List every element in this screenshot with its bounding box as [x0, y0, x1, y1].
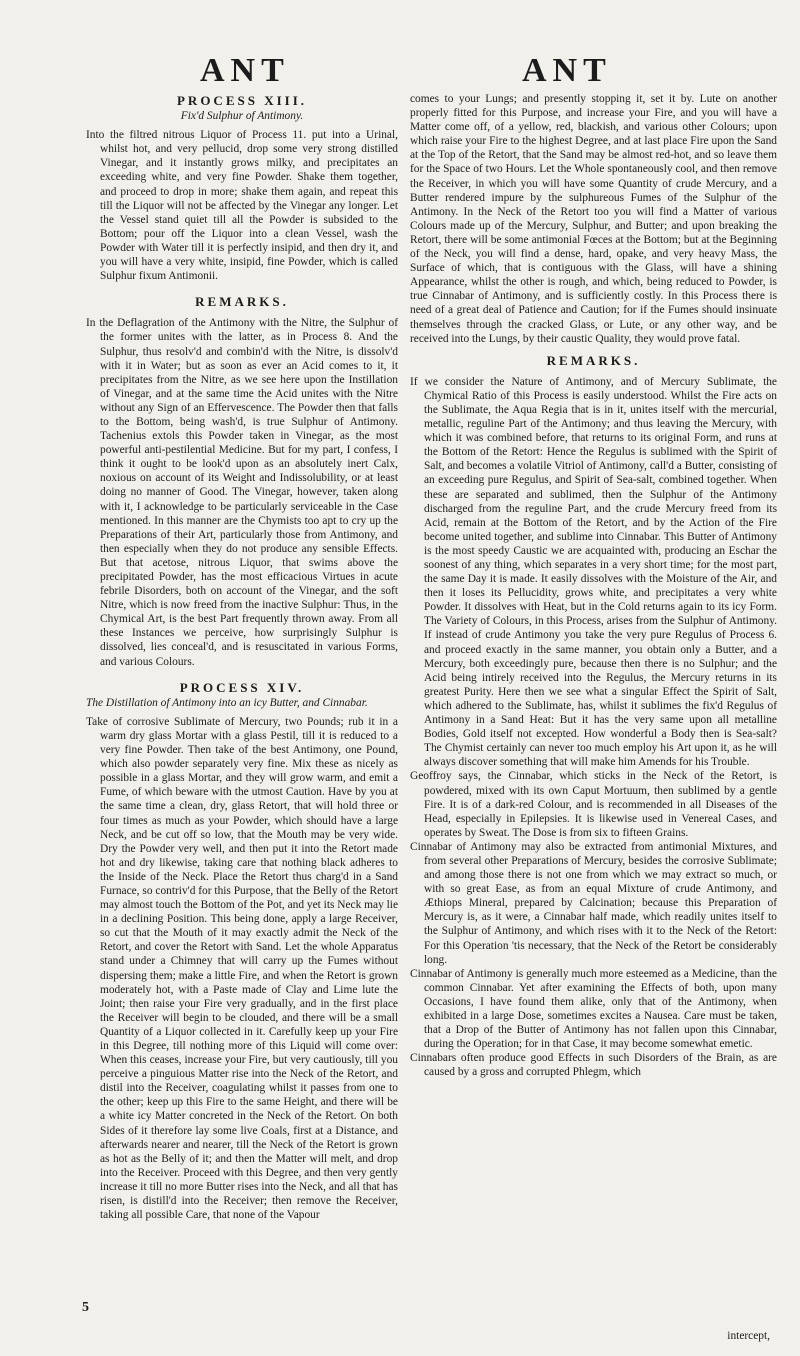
process-13-text: Into the filtred nitrous Liquor of Process 11. put into a Urinal, whilst hot, and very pellucid, drop some very strong distilled Vinegar, and it instantly grows milky, and precipitates an exceeding white, and very fine Powder. Shake them together, and proceed to drop in more; shake them again, and repeat this till the Liquor will not be affected by the Vinegar any longer. Let the Vessel stand quiet till all the Powder is subsided to the Bottom; pour off the Liquor into a clean Vessel, wash the Powder with Water till it is perfectly insipid, and then dry it, and you will have a very white, insipid, fine Powder, which is called Sulphur fixum Antimonii. [86, 129, 398, 283]
remarks-1-text: In the Deflagration of the Antimony with the Nitre, the Sulphur of the former unites with the latter, as in Process 8. And the Sulphur, thus resolv'd and combin'd with the Nitre, is dissolv'd with it in Water; but as soon as ever an Acid comes to it, it precipitates from the Nitre, as we see here upon the Instillation of Vinegar, and at the same time the Acid unites with the Nitre without any Sign of an Effervescence. The Powder then that falls to the Bottom, being wash'd, is true Sulphur of Antimony. Tachenius extols this Powder taken in Vinegar, as the most powerful anti-pestilential Medicine. But for my part, I confess, I think it ought to be look'd upon as an absolutely inert Calx, noxious on account of its Weight and Indissolubility, or at least doing no manner of Good. The Vinegar, however, taken along with it, I acknowledge to be particularly serviceable in the Case mentioned. In this manner are the Chymists too apt to cry up the Preparations of their Art, particularly those from Antimony, and then especially when they do not produce any sensible Effects. But that acetose, nitrous Liquor, that swims above the precipitated Powder, has the most efficacious Virtues in acute febrile Disorders, both on account of the Vinegar, and the soft Nitre, which is now freed from the inactive Sulphur: Thus, in the Chymical Art, is the best Part frequently thrown away. From all these Instances we perceive, how surprisingly Sulphur is dissolved, lies conceal'd, and is resuscitated in various Forms, and various Colours. [86, 317, 398, 668]
remarks-2-title: REMARKS. [546, 352, 641, 368]
catchword: intercept, [727, 1330, 770, 1342]
left-column [86, 92, 398, 1222]
remarks-1-title: REMARKS. [195, 294, 289, 310]
continuation-text: comes to your Lungs; and presently stopping it, set it by. Lute on another properly fitted for this Purpose, and increase your Fire, and you will have a Matter come off, of a yellow, red, blackish, and various other Colours; upon which raise your Fire to the highest Degree, and at last place Fire upon the Sand at the Top of the Retort, that the Sand may be almost red-hot, and so leave them for the Space of two Hours. Let the Whole spontaneously cool, and then remove the Receiver, in which you will have some Quantity of crude Mercury, and a Butter rendered impure by the sulphureous Fumes of the Sulphur of the Antimony. In the Neck of the Retort too you will find a Matter of various Colours made up of the Mercury, Sulphur, and Butter; and upon breaking the Retort, there will be some antimonial Fœces at the Bottom; but at the Beginning of the Neck, you will find a dense, hard, opake, and very heavy Mass, the Surface of which, that is contiguous with the Glass, will have a shining Appearance, whilst the other is rough, and which, being reduced to Powder, is true Cinnabar of Antimony, and is sufficiently costly. In this Process there is need of a great deal of Patience and Caution; for if the Fumes should insinuate themselves through the cracked Glass, or Lute, or any other way, and be received into the Lungs, by their caustic Quality, they would prove fatal. [410, 93, 777, 345]
running-head-left: ANT [200, 52, 290, 89]
cinnabar-paragraph-1: Cinnabar of Antimony may also be extracted from antimonial Mixtures, and from several other Preparations of Mercury, besides the corrosive Sublimate; and among those there is not one from which we may extract so much, or with so great Ease, as from an equal Mixture of crude Antimony, and Æthiops Mineral, prepared by Calcination; because this Preparation of Mercury is, as it were, a Cinnabar half made, which readily unites itself to the Sulphur of Antimony, and which rises with it to the Neck of the Retort: For this Operation 'tis necessary, that the Neck of the Retort be considerably long. [410, 840, 777, 966]
process-14-text: Take of corrosive Sublimate of Mercury, two Pounds; rub it in a warm dry glass Mortar with a glass Pestil, till it is reduced to a very fine Powder. Then take of the best Antimony, one Pound, which also powder separately very fine. Mix these as nicely as possible in a glass Mortar, and they will grow warm, and emit a Fume, of which beware with the utmost Caution. Have by you at the same time a clean, dry, glass Retort, that will hold three or four times as much as your Powder, which should have a large Neck, and be cut off so low, that the Mouth may be very wide. Dry the Powder very well, and then put it into the Retort made hot and dry likewise, taking care that nothing black adheres to the Inside of the Neck. Place the Retort thus charg'd in a Sand Furnace, so contriv'd for this Purpose, that the Belly of the Retort may almost touch the Bottom of the Pot, and yet its Neck may lie in a declining Position. This being done, apply a large Receiver, so cut that the Mouth of it may exactly admit the Neck of the Retort, and cover the Retort with Sand. Let the whole Apparatus stand under a Chimney that will carry up the Fumes without dispersing them; make a little Fire, and when the Retort is grown moderately hot, with a Paste made of Clay and Lime lute the Joint; then raise your Fire very gradually, and in the first place the Receiver will begin to be clouded, and there will be a small Quantity of a Liquor collected in it. Carefully keep up your Fire in this Degree, till nothing more of this Liquid will come over: When this ceases, increase your Fire, but very cautiously, till you perceive a pinguious Matter rise into the Neck of the Retort, and distil into the Receiver, coagulating whilst it passes from one to the other; keep up this Fire to the same Height, and there will be a white icy Matter concreted in the Neck of the Retort. On both Sides of it therefore lay some live Coals, first at a Distance, and afterwards nearer and nearer, till the Neck of the Retort is grown as hot as the Belly of it; and then the Matter will melt, and drop into the Receiver. Proceed with this Degree, and then very gently increase it till no more Butter rises into the Neck, and all that has risen, is distill'd into the Receiver; then remove the Receiver, taking all possible Care, that none of the Vapour [86, 715, 399, 1222]
process-13-title: PROCESS XIII. [176, 93, 308, 108]
process-14-title: PROCESS XIV. [179, 679, 305, 695]
remarks-2-text: If we consider the Nature of Antimony, and of Mercury Sublimate, the Chymical Ratio of this Process is easily understood. Whilst the Fire acts on the Sublimate, the Aqua Regia that is in it, unites itself with the mercurial, metallic, reguline Part of the Antimony; and thus leaving the Mercury, with which it was combined before, that returns to its original Form, and runs at the Bottom of the Retort: Hence the Regulus is sublimed with the Spirit of Salt, and becomes a volatile Vitriol of Antimony, call'd a Butter, consisting of an exceeding pure Regulus, and Spirit of Sea-salt, combined together. When these are separated and sublimed, then the Sulphur of the Antimony discharged from the reguline Part, and the crude Mercury freed from its Acid, remain at the Bottom of the Retort, and by the Action of the Fire become united together, and sublime into Cinnabar. This Butter of Antimony is the most speedy Caustic we are acquainted with, producing an Eschar the soonest of any thing, which separates in a very short time; for the most part, the same Day it is made. It easily dissolves with the Moisture of the Air, and then it loses its Pellucidity, grows white, and precipitates a very white Powder. It dissolves with Heat, but in the Cold returns again to its icy Form. The Variety of Colours, in this Process, arises from the Sulphur of Antimony. If instead of crude Antimony you take the very pure Regulus of Process 6. and proceed exactly in the same manner, you obtain only a Butter, and a Mercury, both exceedingly pure, because then there is no Sulphur; and the Acid being intirely received into the Regulus, the Mercury returns in its greatest Purity. Here then we see what a singular Effect the Spirit of Salt, which adhered to the Sublimate, has, whilst it sublimes the fix'd Regulus of Antimony in a Sand Heat: But it has the very same upon all metalline Bodies, Gold itself not excepted. How wonderful a Body then is Sea-salt? The Chymist certainly can never too much employ his Art upon it, as he will always discover something that will make him Amends for his Trouble. [410, 375, 777, 769]
running-head-right: ANT [522, 52, 612, 89]
geoffroy-paragraph: Geoffroy says, the Cinnabar, which sticks in the Neck of the Retort, is powdered, mixed with its own Caput Mortuum, then sublimed by a gentle Fire. It is of a dark-red Colour, and is recommended in all Diseases of the Head, especially in Epilepsies. It is likewise used in Venereal Cases, and operates by Sweat. The Dose is from six to fifteen Grains. [410, 770, 777, 839]
running-head [0, 52, 800, 92]
right-column [410, 92, 777, 1079]
page-number: 5 [82, 1300, 89, 1315]
cinnabar-paragraph-3: Cinnabars often produce good Effects in such Disorders of the Brain, as are caused by a gross and corrupted Phlegm, which [410, 1052, 777, 1079]
cinnabar-paragraph-2: Cinnabar of Antimony is generally much more esteemed as a Medicine, than the common Cinnabar. Yet after examining the Effects of both, upon many Occasions, I have found them alike, only that of the Antimony, when exhibited in a large Dose, sometimes excites a Nausea. Care must be taken, that a Drop of the Butter of Antimony has not fallen upon this Cinnabar, during the Operation; for in that Case, it may become somewhat emetic. [410, 967, 777, 1051]
process-13-subtitle: Fix'd Sulphur of Antimony. [180, 110, 304, 123]
process-14-subtitle: The Distillation of Antimony into an icy Butter, and Cinnabar. [86, 696, 368, 709]
